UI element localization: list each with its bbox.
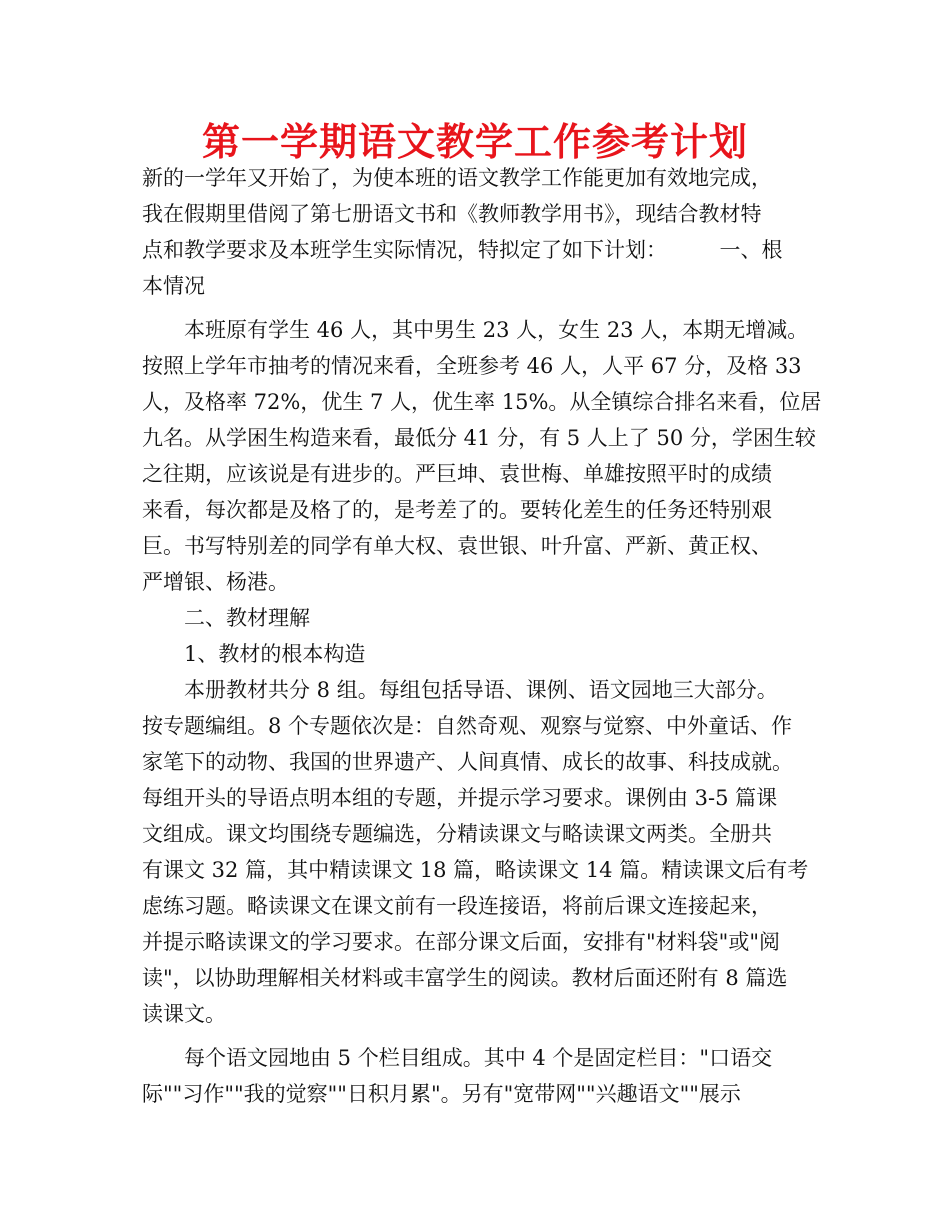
text-line: 读"，以协助理解相关材料或丰富学生的阅读。教材后面还附有 8 篇选 <box>142 966 788 990</box>
text-line: 本册教材共分 8 组。每组包括导语、课例、语文园地三大部分。 <box>184 678 778 702</box>
text-line: 虑练习题。略读课文在课文前有一段连接语，将前后课文连接起来， <box>142 894 772 918</box>
text-line: 每个语文园地由 5 个栏目组成。其中 4 个是固定栏目："口语交 <box>184 1046 773 1070</box>
text-line: 有课文 32 篇，其中精读课文 18 篇，略读课文 14 篇。精读课文后有考 <box>142 858 809 882</box>
text-line: 巨。书写特别差的同学有单大权、袁世银、叶升富、严新、黄正权、 <box>142 534 772 558</box>
text-line: 每组开头的导语点明本组的专题，并提示学习要求。课例由 3-5 篇课 <box>142 786 778 810</box>
text-line: 并提示略读课文的学习要求。在部分课文后面，安排有"材料袋"或"阅 <box>142 930 780 954</box>
text-line: 我在假期里借阅了第七册语文书和《教师教学用书》，现结合教材特 <box>142 202 762 226</box>
text-line: 文组成。课文均围绕专题编选，分精读课文与略读课文两类。全册共 <box>142 822 772 846</box>
text-line: 九名。从学困生构造来看，最低分 41 分，有 5 人上了 50 分，学困生较 <box>142 426 816 450</box>
text-line: 按照上学年市抽考的情况来看，全班参考 46 人，人平 67 分，及格 33 <box>142 354 802 378</box>
text-line: 新的一学年又开始了，为使本班的语文教学工作能更加有效地完成， <box>142 166 772 190</box>
section-heading: 二、教材理解 <box>184 606 310 630</box>
text-line: 际""习作""我的觉察""日积月累"。另有"宽带网""兴趣语文""展示 <box>142 1082 741 1106</box>
text-line: 点和教学要求及本班学生实际情况，特拟定了如下计划： 一、根 <box>142 238 783 262</box>
subsection-heading: 1、教材的根本构造 <box>184 642 366 666</box>
text-line: 本班原有学生 46 人，其中男生 23 人，女生 23 人，本期无增减。 <box>184 318 809 342</box>
text-line: 读课文。 <box>142 1002 226 1026</box>
text-line: 按专题编组。8 个专题依次是：自然奇观、观察与觉察、中外童话、作 <box>142 714 793 738</box>
text-line: 人，及格率 72%，优生 7 人，优生率 15%。从全镇综合排名来看，位居 <box>142 390 822 414</box>
text-line: 家笔下的动物、我国的世界遗产、人间真情、成长的故事、科技成就。 <box>142 750 793 774</box>
document-body <box>142 160 822 1112</box>
text-line: 本情况 <box>142 274 205 298</box>
text-line: 来看，每次都是及格了的，是考差了的。要转化差生的任务还特别艰 <box>142 498 772 522</box>
text-line: 严增银、杨港。 <box>142 570 289 594</box>
text-line: 之往期，应该说是有进步的。严巨坤、袁世梅、单雄按照平时的成绩 <box>142 462 772 486</box>
document-title: 第一学期语文教学工作参考计划 <box>201 120 748 164</box>
